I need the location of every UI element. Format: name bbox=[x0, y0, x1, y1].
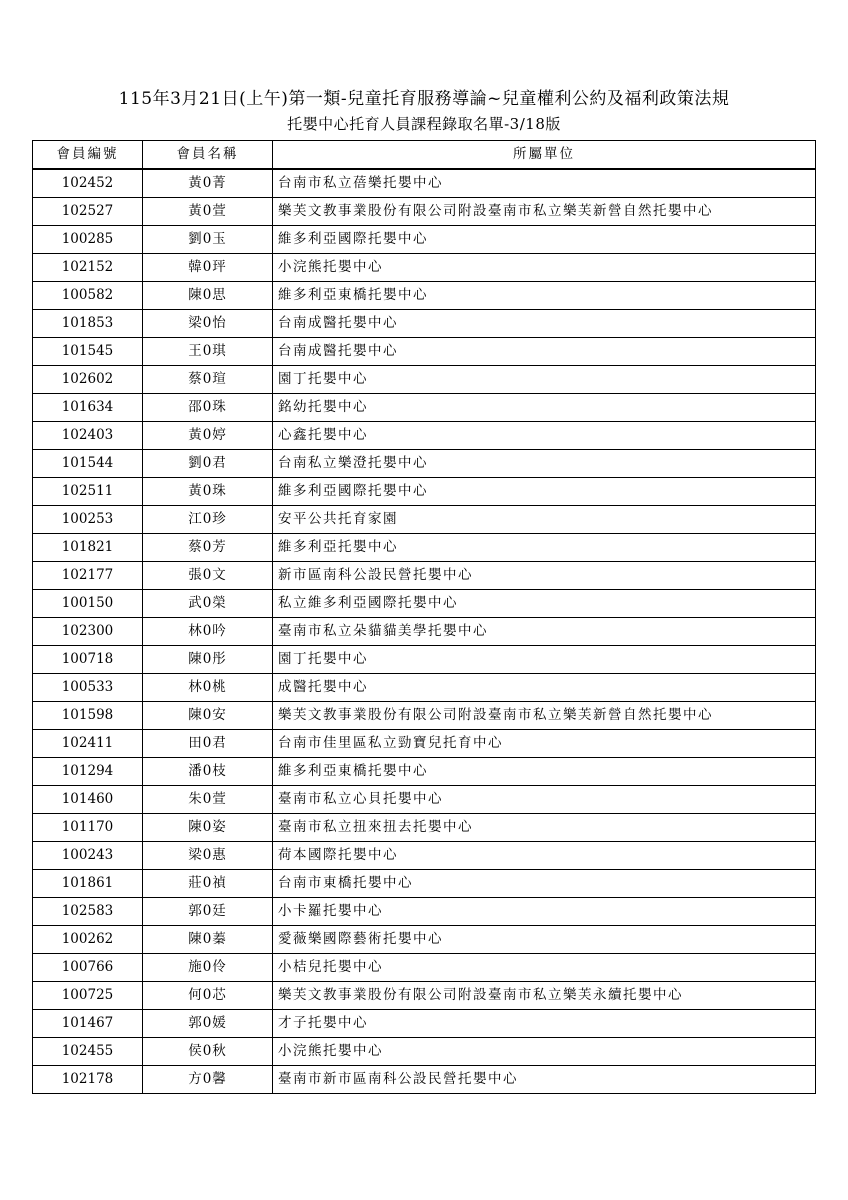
table-row bbox=[33, 506, 816, 534]
affiliation-cell: 小卡羅托嬰中心 bbox=[273, 898, 816, 926]
affiliation-cell: 小浣熊托嬰中心 bbox=[273, 1038, 816, 1066]
affiliation-cell: 成醫托嬰中心 bbox=[273, 674, 816, 702]
table-row bbox=[33, 282, 816, 310]
member-id-cell: 101634 bbox=[33, 394, 143, 422]
member-id-cell: 102511 bbox=[33, 478, 143, 506]
document-subtitle: 托嬰中心托育人員課程錄取名單-3/18版 bbox=[287, 115, 561, 133]
affiliation-cell: 新市區南科公設民營托嬰中心 bbox=[273, 562, 816, 590]
member-id-cell: 100262 bbox=[33, 926, 143, 954]
table-row bbox=[33, 646, 816, 674]
member-id-cell: 102178 bbox=[33, 1066, 143, 1094]
affiliation-cell: 心鑫托嬰中心 bbox=[273, 422, 816, 450]
table-row bbox=[33, 478, 816, 506]
member-id-cell: 101170 bbox=[33, 814, 143, 842]
member-name-cell: 張0文 bbox=[143, 562, 273, 590]
affiliation-cell: 才子托嬰中心 bbox=[273, 1010, 816, 1038]
affiliation-cell: 安平公共托育家園 bbox=[273, 506, 816, 534]
member-name-cell: 劉0君 bbox=[143, 450, 273, 478]
member-name-cell: 田0君 bbox=[143, 730, 273, 758]
table-row bbox=[33, 534, 816, 562]
affiliation-cell: 臺南市私立朵貓貓美學托嬰中心 bbox=[273, 618, 816, 646]
table-row bbox=[33, 422, 816, 450]
table-row bbox=[33, 674, 816, 702]
member-name-cell: 林0桃 bbox=[143, 674, 273, 702]
member-id-cell: 102152 bbox=[33, 254, 143, 282]
member-id-cell: 102177 bbox=[33, 562, 143, 590]
table-row bbox=[33, 982, 816, 1010]
member-name-cell: 蔡0芳 bbox=[143, 534, 273, 562]
member-id-cell: 101544 bbox=[33, 450, 143, 478]
header-member-id: 會員編號 bbox=[33, 141, 143, 170]
table-row bbox=[33, 1010, 816, 1038]
member-id-cell: 100533 bbox=[33, 674, 143, 702]
table-row bbox=[33, 730, 816, 758]
table-row bbox=[33, 450, 816, 478]
member-id-cell: 101545 bbox=[33, 338, 143, 366]
table-row bbox=[33, 842, 816, 870]
member-name-cell: 黃0菁 bbox=[143, 169, 273, 198]
affiliation-cell: 小浣熊托嬰中心 bbox=[273, 254, 816, 282]
affiliation-cell: 維多利亞國際托嬰中心 bbox=[273, 226, 816, 254]
member-id-cell: 101460 bbox=[33, 786, 143, 814]
table-row bbox=[33, 310, 816, 338]
roster-table bbox=[32, 140, 816, 1094]
member-id-cell: 102411 bbox=[33, 730, 143, 758]
member-id-cell: 100253 bbox=[33, 506, 143, 534]
member-id-cell: 101853 bbox=[33, 310, 143, 338]
table-row bbox=[33, 169, 816, 198]
member-name-cell: 何0芯 bbox=[143, 982, 273, 1010]
member-id-cell: 100725 bbox=[33, 982, 143, 1010]
member-id-cell: 100766 bbox=[33, 954, 143, 982]
affiliation-cell: 台南成醫托嬰中心 bbox=[273, 338, 816, 366]
member-id-cell: 101294 bbox=[33, 758, 143, 786]
affiliation-cell: 台南市私立蓓樂托嬰中心 bbox=[273, 169, 816, 198]
member-name-cell: 劉0玉 bbox=[143, 226, 273, 254]
member-name-cell: 侯0秋 bbox=[143, 1038, 273, 1066]
affiliation-cell: 臺南市私立心貝托嬰中心 bbox=[273, 786, 816, 814]
member-name-cell: 林0吟 bbox=[143, 618, 273, 646]
affiliation-cell: 樂芙文教事業股份有限公司附設臺南市私立樂芙新營自然托嬰中心 bbox=[273, 702, 816, 730]
table-row bbox=[33, 562, 816, 590]
member-name-cell: 方0馨 bbox=[143, 1066, 273, 1094]
affiliation-cell: 小桔兒托嬰中心 bbox=[273, 954, 816, 982]
member-name-cell: 潘0枝 bbox=[143, 758, 273, 786]
member-id-cell: 100243 bbox=[33, 842, 143, 870]
member-name-cell: 韓0玶 bbox=[143, 254, 273, 282]
member-name-cell: 莊0禎 bbox=[143, 870, 273, 898]
table-row bbox=[33, 254, 816, 282]
member-name-cell: 邵0珠 bbox=[143, 394, 273, 422]
member-id-cell: 102602 bbox=[33, 366, 143, 394]
table-header bbox=[33, 141, 816, 170]
table-row bbox=[33, 954, 816, 982]
member-id-cell: 101861 bbox=[33, 870, 143, 898]
member-name-cell: 江0珍 bbox=[143, 506, 273, 534]
member-name-cell: 梁0怡 bbox=[143, 310, 273, 338]
table-body bbox=[33, 169, 816, 1094]
affiliation-cell: 臺南市私立扭來扭去托嬰中心 bbox=[273, 814, 816, 842]
member-name-cell: 梁0惠 bbox=[143, 842, 273, 870]
member-name-cell: 陳0姿 bbox=[143, 814, 273, 842]
table-row bbox=[33, 338, 816, 366]
affiliation-cell: 愛薇樂國際藝術托嬰中心 bbox=[273, 926, 816, 954]
member-id-cell: 102403 bbox=[33, 422, 143, 450]
member-id-cell: 101467 bbox=[33, 1010, 143, 1038]
affiliation-cell: 園丁托嬰中心 bbox=[273, 366, 816, 394]
affiliation-cell: 私立維多利亞國際托嬰中心 bbox=[273, 590, 816, 618]
member-name-cell: 施0伶 bbox=[143, 954, 273, 982]
member-id-cell: 100285 bbox=[33, 226, 143, 254]
member-id-cell: 102300 bbox=[33, 618, 143, 646]
table-row bbox=[33, 926, 816, 954]
member-name-cell: 陳0蓁 bbox=[143, 926, 273, 954]
affiliation-cell: 臺南市新市區南科公設民營托嬰中心 bbox=[273, 1066, 816, 1094]
header-row bbox=[33, 141, 816, 170]
member-name-cell: 武0榮 bbox=[143, 590, 273, 618]
member-name-cell: 郭0廷 bbox=[143, 898, 273, 926]
table-row bbox=[33, 758, 816, 786]
member-id-cell: 100582 bbox=[33, 282, 143, 310]
affiliation-cell: 維多利亞東橋托嬰中心 bbox=[273, 282, 816, 310]
member-name-cell: 王0琪 bbox=[143, 338, 273, 366]
table-row bbox=[33, 366, 816, 394]
member-name-cell: 蔡0瑄 bbox=[143, 366, 273, 394]
member-name-cell: 陳0安 bbox=[143, 702, 273, 730]
affiliation-cell: 台南市東橋托嬰中心 bbox=[273, 870, 816, 898]
affiliation-cell: 銘幼托嬰中心 bbox=[273, 394, 816, 422]
table-row bbox=[33, 590, 816, 618]
affiliation-cell: 維多利亞托嬰中心 bbox=[273, 534, 816, 562]
header-member-name: 會員名稱 bbox=[143, 141, 273, 170]
table-row bbox=[33, 1038, 816, 1066]
affiliation-cell: 樂芙文教事業股份有限公司附設臺南市私立樂芙永續托嬰中心 bbox=[273, 982, 816, 1010]
affiliation-cell: 台南成醫托嬰中心 bbox=[273, 310, 816, 338]
member-id-cell: 100718 bbox=[33, 646, 143, 674]
affiliation-cell: 荷本國際托嬰中心 bbox=[273, 842, 816, 870]
member-id-cell: 102455 bbox=[33, 1038, 143, 1066]
table-row bbox=[33, 618, 816, 646]
member-name-cell: 陳0思 bbox=[143, 282, 273, 310]
member-id-cell: 102527 bbox=[33, 198, 143, 226]
affiliation-cell: 園丁托嬰中心 bbox=[273, 646, 816, 674]
table-row bbox=[33, 870, 816, 898]
header-affiliation: 所屬單位 bbox=[273, 141, 816, 170]
member-name-cell: 黃0婷 bbox=[143, 422, 273, 450]
member-name-cell: 郭0媛 bbox=[143, 1010, 273, 1038]
affiliation-cell: 樂芙文教事業股份有限公司附設臺南市私立樂芙新營自然托嬰中心 bbox=[273, 198, 816, 226]
member-name-cell: 陳0彤 bbox=[143, 646, 273, 674]
table-row bbox=[33, 1066, 816, 1094]
table-row bbox=[33, 786, 816, 814]
table-row bbox=[33, 394, 816, 422]
table-row bbox=[33, 226, 816, 254]
table-row bbox=[33, 198, 816, 226]
affiliation-cell: 維多利亞國際托嬰中心 bbox=[273, 478, 816, 506]
table-row bbox=[33, 814, 816, 842]
member-name-cell: 朱0萱 bbox=[143, 786, 273, 814]
document-title: 115年3月21日(上午)第一類-兒童托育服務導論~兒童權利公約及福利政策法規 bbox=[118, 89, 730, 109]
member-id-cell: 102452 bbox=[33, 169, 143, 198]
affiliation-cell: 台南私立樂澄托嬰中心 bbox=[273, 450, 816, 478]
member-id-cell: 101598 bbox=[33, 702, 143, 730]
member-id-cell: 100150 bbox=[33, 590, 143, 618]
member-id-cell: 101821 bbox=[33, 534, 143, 562]
member-id-cell: 102583 bbox=[33, 898, 143, 926]
member-name-cell: 黃0萱 bbox=[143, 198, 273, 226]
table-row bbox=[33, 702, 816, 730]
affiliation-cell: 台南市佳里區私立勁寶兒托育中心 bbox=[273, 730, 816, 758]
member-name-cell: 黃0珠 bbox=[143, 478, 273, 506]
table-row bbox=[33, 898, 816, 926]
affiliation-cell: 維多利亞東橋托嬰中心 bbox=[273, 758, 816, 786]
